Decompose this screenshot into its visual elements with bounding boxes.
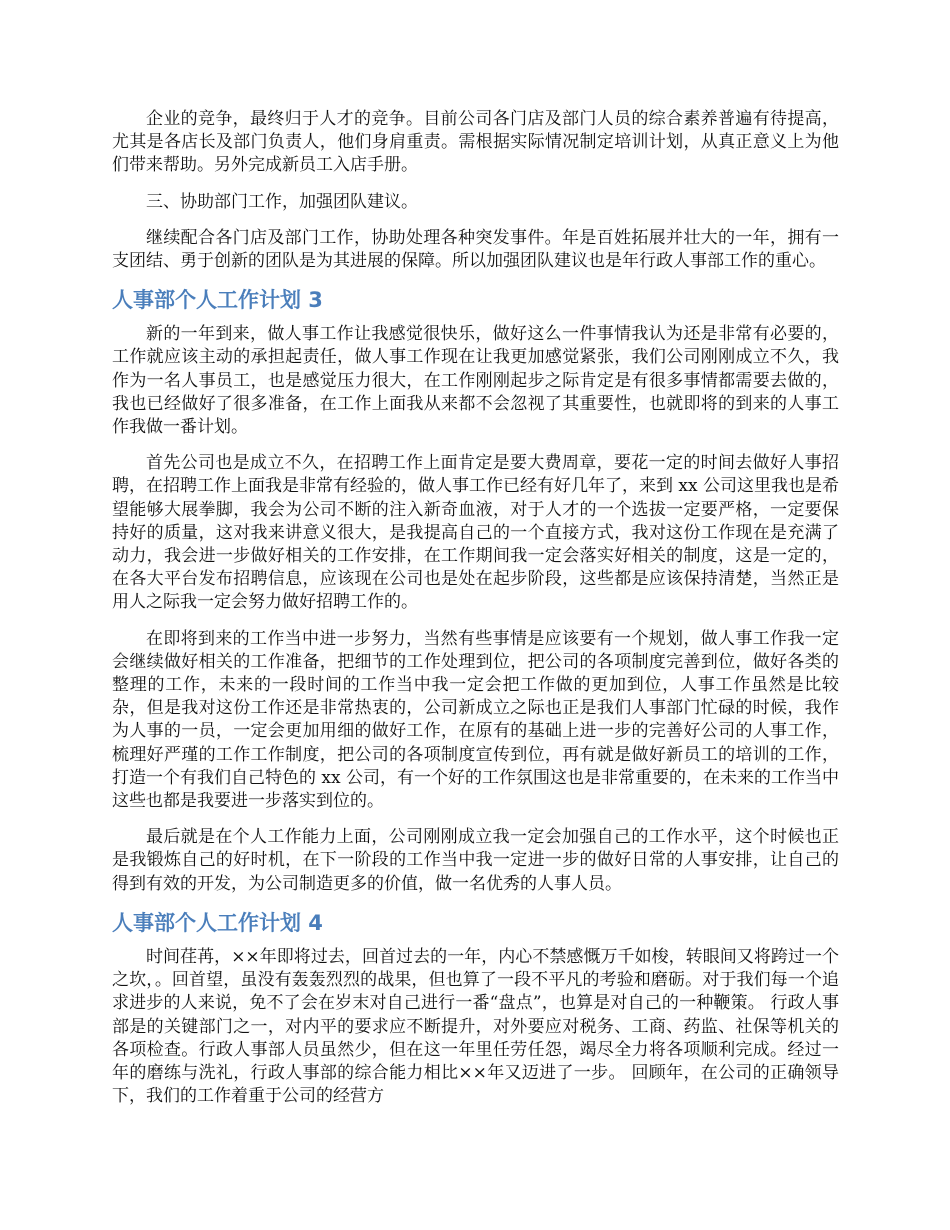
paragraph: 最后就是在个人工作能力上面，公司刚刚成立我一定会加强自己的工作水平，这个时候也正是我锻炼自己的好时机，在下一阶段的工作当中我一定进一步的做好日常的人事安排，让自己的得到有效的开发，为公司制造更多的价值，做一名优秀的人事人员。 [112,827,839,894]
paragraph: 三、协助部门工作，加强团队建议。 [146,191,418,212]
paragraph: 在即将到来的工作当中进一步努力，当然有些事情是应该要有一个规划，做人事工作我一定会继续做好相关的工作准备，把细节的工作处理到位，把公司的各项制度完善到位，做好各类的整理的工作，未来的一段时间的工作当中我一定会把工作做的更加到位，人事工作虽然是比较杂，但是我对这份工作还是非常热衷的，公司新成立之际也正是我们人事部门忙碌的时候，我作为人事的一员，一定会更加用细的做好工作，在原有的基础上进一步的完善好公司的人事工作，梳理好严瑾的工作工作制度，把公司的各项制度宣传到位，再有就是做好新员工的培训的工作，打造一个有我们自己特色的 xx 公司，有一个好的工作氛围这也是非常重要的，在未来的工作当中这些也都是我要进一步落实到位的。 [112,628,839,812]
paragraph: 新的一年到来，做人事工作让我感觉很快乐，做好这么一件事情我认为还是非常有必要的，工作就应该主动的承担起责任，做人事工作现在让我更加感觉紧张，我们公司刚刚成立不久，我作为一名人事员工，也是感觉压力很大，在工作刚刚起步之际肯定是有很多事情都需要去做的，我也已经做好了很多准备，在工作上面我从来都不会忽视了其重要性，也就即将的到来的人事工作我做一番计划。 [112,324,839,438]
paragraph: 继续配合各门店及部门工作，协助处理各种突发事件。年是百姓拓展并壮大的一年，拥有一支团结、勇于创新的团队是为其进展的保障。所以加强团队建议也是年行政人事部工作的重心。 [112,227,839,272]
section-heading: 人事部个人工作计划 4 [112,910,323,935]
section-heading: 人事部个人工作计划 3 [112,288,323,313]
paragraph: 首先公司也是成立不久，在招聘工作上面肯定是要大费周章，要花一定的时间去做好人事招聘，在招聘工作上面我是非常有经验的，做人事工作已经有好几年了，来到 xx 公司这里我也是希望能够大展拳脚，我会为公司不断的注入新奇血液，对于人才的一个选拔一定要严格，一定要保持好的质量，这对我来讲意义很大，是我提高自己的一个直接方式，我对这份工作现在是充满了动力，我会进一步做好相关的工作安排，在工作期间我一定会落实好相关的制度，这是一定的，在各大平台发布招聘信息，应该现在公司也是处在起步阶段，这些都是应该保持清楚，当然正是用人之际我一定会努力做好招聘工作的。 [112,453,839,613]
paragraph: 时间荏苒，××年即将过去，回首过去的一年，内心不禁感慨万千如梭，转眼间又将跨过一个之坎，。回首望，虽没有轰轰烈烈的战果，但也算了一段不平凡的考验和磨砺。对于我们每一个追求进步的人来说，免不了会在岁末对自己进行一番“盘点”，也算是对自己的一种鞭策。 行政人事部是的关键部门之一，对内平的要求应不断提升，对外要应对税务、工商、药监、社保等机关的各项检查。行政人事部人员虽然少，但在这一年里任劳任怨，竭尽全力将各项顺利完成。经过一年的磨练与洗礼，行政人事部的综合能力相比××年又迈进了一步。 回顾年，在公司的正确领导下，我们的工作着重于公司的经营方 [112,946,839,1107]
paragraph: 企业的竞争，最终归于人才的竞争。目前公司各门店及部门人员的综合素养普遍有待提高，尤其是各店长及部门负责人，他们身肩重责。需根据实际情况制定培训计划，从真正意义上为他们带来帮助。另外完成新员工入店手册。 [112,109,839,176]
document-page [112,108,839,1121]
